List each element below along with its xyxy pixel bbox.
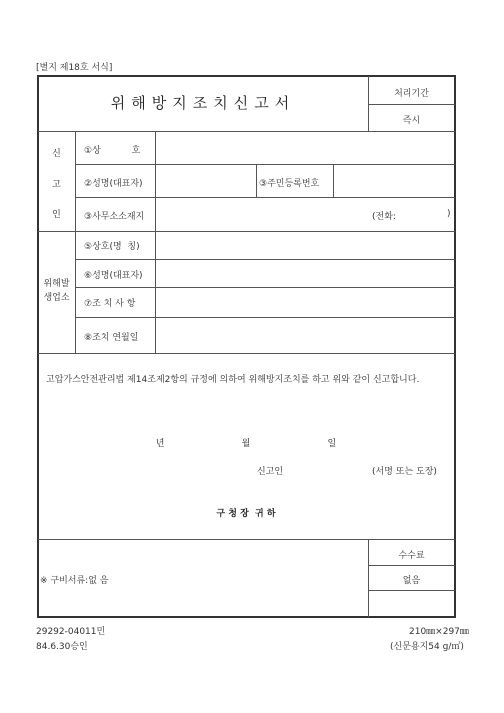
statement-bottom-line bbox=[38, 539, 455, 540]
form-tag: [별지 제18호 서식] bbox=[36, 63, 113, 73]
site-line-2 bbox=[76, 287, 455, 288]
processing-label: 처리기간 bbox=[394, 89, 429, 99]
measures-label: ⑦조 치 사 항 bbox=[84, 299, 136, 309]
processing-mid-line bbox=[368, 104, 455, 105]
form-code: 29292-04011민 bbox=[36, 627, 106, 637]
fee-label: 수수료 bbox=[398, 551, 425, 561]
reporter-side-char-3: 인 bbox=[52, 210, 61, 220]
phone-close: ) bbox=[447, 209, 451, 219]
fee-line-2 bbox=[368, 590, 455, 591]
resident-label-right bbox=[333, 164, 334, 197]
approval-date: 84.6.30승인 bbox=[36, 642, 88, 652]
frame-top bbox=[37, 75, 456, 77]
paper-size: 210㎜×297㎜ bbox=[409, 627, 469, 637]
site-line-1 bbox=[76, 259, 455, 260]
reporter-line-2 bbox=[76, 197, 455, 198]
reporter-side-char-1: 신 bbox=[52, 149, 61, 159]
reporter-side-divider bbox=[75, 131, 76, 231]
site-label-divider bbox=[155, 231, 156, 353]
date-line: 년 월 일 bbox=[155, 439, 337, 449]
addressee: 구 청 장 귀 하 bbox=[216, 509, 276, 519]
frame-right bbox=[454, 75, 456, 617]
site-line-3 bbox=[76, 317, 455, 318]
documents-note: ※ 구비서류:없 음 bbox=[40, 576, 109, 586]
reporter-label-divider bbox=[155, 131, 156, 231]
reporter-side-char-2: 고 bbox=[52, 180, 61, 190]
office-address-label: ③사무소소재지 bbox=[84, 212, 145, 222]
business-name-label: ①상 호 bbox=[84, 146, 141, 156]
frame-bottom bbox=[37, 616, 456, 618]
name-label: ②성명(대표자) bbox=[84, 179, 143, 189]
fee-value: 없음 bbox=[402, 576, 421, 586]
reporter-line: 신고인 bbox=[257, 467, 284, 477]
processing-value: 즉시 bbox=[402, 116, 421, 126]
paper-type: (신문용지54 g/㎡) bbox=[390, 642, 464, 652]
site-side-divider bbox=[75, 231, 76, 353]
statement-text: 고압가스안전관리법 제14조제2항의 규정에 의하여 위해방지조치를 하고 위와 같이 신고합니다. bbox=[46, 375, 420, 385]
sign-note: (서명 또는 도장) bbox=[372, 467, 437, 477]
form-title: 위해방지조치신고서 bbox=[110, 94, 296, 112]
resident-label-left bbox=[256, 164, 257, 197]
reporter-line-1 bbox=[76, 164, 455, 165]
site-side-label: 위해발 생업소 bbox=[43, 279, 70, 303]
title-bottom-line bbox=[38, 131, 455, 132]
fee-line-1 bbox=[368, 565, 455, 566]
site-bottom-line bbox=[38, 353, 455, 354]
measure-date-label: ⑧조치 연월일 bbox=[84, 333, 139, 343]
reporter-bottom-line bbox=[38, 231, 455, 232]
resident-number-label: ③주민등록번호 bbox=[259, 179, 320, 189]
site-business-label: ⑤상호(명 칭) bbox=[84, 242, 140, 252]
site-name-label: ⑥성명(대표자) bbox=[84, 271, 143, 281]
phone-label: (전화: bbox=[372, 212, 396, 222]
